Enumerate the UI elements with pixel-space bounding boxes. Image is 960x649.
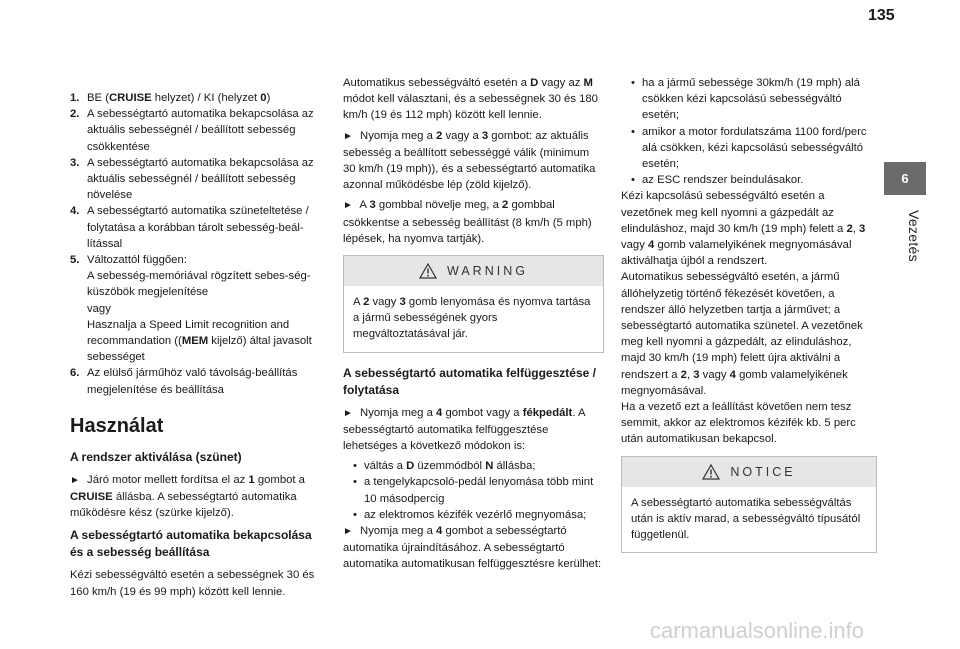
auto-gearbox-intro: Automatikus sebességváltó esetén a D vagy az M módot kell választani, és a sebességnek 30 és 180 km/h (19 és 112 mph) között kell lennie. — [343, 77, 598, 122]
legend-text: BE (CRUISE helyzet) / KI (helyzet 0) — [87, 92, 271, 104]
bullet-dot-icon: • — [353, 508, 357, 521]
legend-text: Az elülső járműhöz való távolság-beállítás megjelenítése és beállítása — [87, 367, 298, 396]
chapter-title: Vezetés — [906, 210, 922, 262]
bullet-item — [343, 474, 604, 506]
bullet-text: váltás a D üzemmódból N állásba; — [364, 460, 536, 473]
bullet-text: az elektromos kézifék vezérlő megnyomása; — [364, 508, 587, 521]
legend-item — [70, 106, 326, 155]
bullet-item — [621, 172, 877, 188]
legend-item — [70, 90, 326, 106]
step-resume: ► Nyomja meg a 4 gombot a sebességtartó automatika újraindításához. A sebességtartó automatika automatikusan felfüggesztésre kerülhet: — [343, 525, 602, 571]
legend-text: A sebességtartó automatika bekapcsolása az aktuális sebességnél / beállított sebesség csökkentése — [87, 108, 314, 153]
bullet-text: a tengelykapcsoló-pedál lenyomása több mint 10 másodpercig — [364, 476, 594, 505]
reactivation-text: Kézi kapcsolású sebességváltó esetén a vezetőnek meg kell nyomni a gázpedált az elinduláshoz, majd 30 km/h (19 mph) felett a 2, 3 vagy 4 gomb valamelyikének megnyomásával aktiválhatja újból a rendszert. Automatikus sebességváltó esetén, a jármű állóhelyzetig történő fékezését követően, a rendszer álló helyzetben tartja a járművet; a sebességtartó automatika szünetel. A vezetőnek meg kell nyomni a gázpedált, az elinduláshoz, majd 30 km/h (19 mph) felett újra aktiválni a rendszert a 2, 3 vagy 4 gomb valamelyikének megnyomásával. Ha a vezető ezt a leállítást követően nem tesz semmit, akkor az elektromos kézifék kb. 5 perc után automatikusan bekapcsol. — [621, 190, 866, 446]
column-3 — [621, 75, 877, 565]
engage-text: Kézi sebességváltó esetén a sebességnek 30 és 160 km/h (19 és 99 mph) között kell lennie. — [70, 569, 315, 598]
warning-text: A 2 vagy 3 gomb lenyomása és nyomva tartása a jármű sebességének gyors megváltoztatásával jár. — [353, 296, 591, 341]
legend-number: 1. — [70, 92, 80, 104]
notice-text: A sebességtartó automatika sebességváltás után is aktív marad, a sebességváltó típusától függetlenül. — [631, 496, 861, 542]
legend-item — [70, 203, 326, 252]
bullet-text: ha a jármű sebessége 30km/h (19 mph) alá csökken kézi kapcsolású sebességváltó esetén; — [642, 77, 860, 122]
legend-item — [70, 155, 326, 204]
step-press-2-3: ► Nyomja meg a 2 vagy a 3 gombot: az aktuális sebesség a beállított sebességgé válik (minimum 30 km/h (19 mph)), és a sebességtartó automatika azonnal működésbe lép (zöld kijelző). — [343, 129, 596, 192]
legend-number: 3. — [70, 156, 80, 169]
subsection-suspend-title: A sebességtartó automatika felfüggesztése / folytatása — [343, 365, 596, 397]
chapter-tab: 6 — [884, 162, 926, 195]
notice-header — [622, 457, 876, 487]
auto-suspend-list — [621, 75, 877, 188]
column-2 — [343, 75, 604, 577]
step-suspend: ► Nyomja meg a 4 gombot vagy a fékpedált. A sebességtartó automatika felfüggesztése lehetséges a következő módokon is: — [343, 406, 585, 453]
legend-text: Változattól függően: A sebesség-memóriával rögzített sebes-ség-küszöbök megjelenítése vagy Hasznalja a Speed Limit recognition and recommandation ((MEM kijelző) által javasolt sebességet — [87, 254, 312, 364]
watermark: carmanualsonline.info — [650, 618, 865, 643]
notice-title: NOTICE — [730, 464, 796, 479]
legend-item — [70, 252, 326, 365]
legend-number: 5. — [70, 254, 80, 267]
legend-number: 2. — [70, 108, 80, 121]
legend-text: A sebességtartó automatika szüneteltetése / folytatása a korábban tárolt sebesség-beál-lítással — [87, 205, 309, 250]
bullet-dot-icon: • — [631, 125, 635, 138]
notice-triangle-icon — [702, 464, 720, 480]
bullet-item — [621, 75, 877, 124]
suspend-methods-list — [343, 458, 604, 523]
bullet-text: amikor a motor fordulatszáma 1100 ford/perc alá csökken, kézi kapcsolású sebességváltó esetén; — [642, 125, 867, 171]
section-title: Használat — [70, 414, 164, 437]
bullet-item — [343, 507, 604, 523]
bullet-dot-icon: • — [631, 77, 635, 89]
warning-triangle-icon — [419, 263, 437, 279]
activation-text: ► Járó motor mellett fordítsa el az 1 gombot a CRUISE állásba. A sebességtartó automatika működésre kész (szürke kijelző). — [70, 473, 305, 520]
subsection-engage-title: A sebességtartó automatika bekapcsolása és a sebesség beállítása — [70, 528, 312, 560]
bullet-dot-icon: • — [631, 174, 635, 187]
subsection-activation-title: A rendszer aktiválása (szünet) — [70, 449, 242, 464]
warning-header — [344, 256, 603, 286]
notice-box — [621, 456, 877, 554]
legend-item — [70, 365, 326, 397]
step-adjust-speed: ► A 3 gombbal növelje meg, a 2 gombbal csökkentse a sebesség beállítást (8 km/h (5 mph) lépések, ha nyomva tartják). — [343, 199, 592, 245]
legend-number: 6. — [70, 367, 80, 380]
warning-title: WARNING — [447, 263, 528, 278]
page-number: 135 — [868, 7, 895, 24]
warning-box — [343, 255, 604, 353]
bullet-text: az ESC rendszer beindulásakor. — [642, 174, 804, 187]
bullet-dot-icon: • — [353, 476, 357, 489]
legend-text: A sebességtartó automatika bekapcsolása az aktuális sebességnél / beállított sebesség növelése — [87, 156, 314, 202]
control-legend-list — [70, 90, 326, 398]
column-1 — [70, 90, 326, 604]
legend-number: 4. — [70, 205, 80, 218]
bullet-item — [621, 124, 877, 173]
bullet-dot-icon: • — [353, 460, 357, 473]
bullet-item — [343, 458, 604, 474]
